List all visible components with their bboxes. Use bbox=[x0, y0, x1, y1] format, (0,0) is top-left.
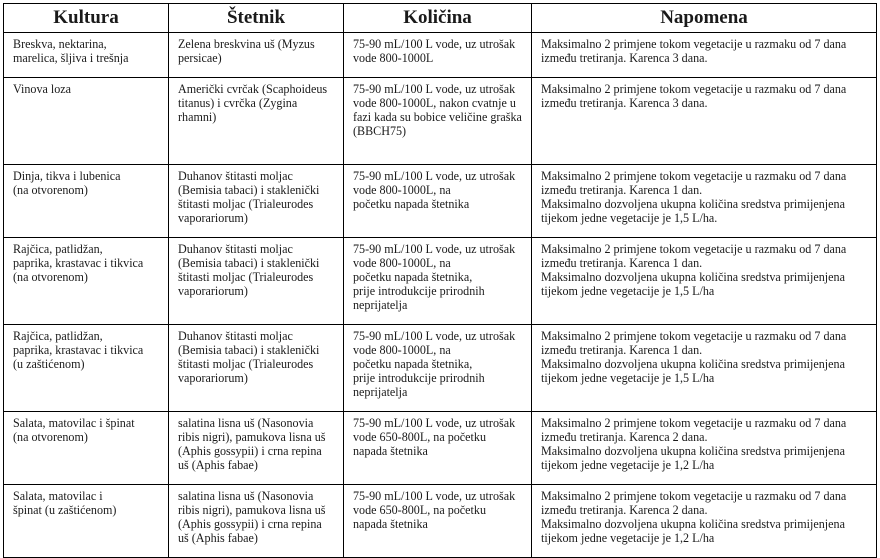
cell-text: 75-90 mL/100 L vode, uz utrošak vode 800-1000L, na početku napada štetnika, prije introdukcije prirodnih neprijatelja bbox=[353, 242, 516, 312]
header-stetnik: Štetnik bbox=[169, 4, 344, 33]
table-row bbox=[4, 412, 877, 485]
cell-text: Rajčica, patlidžan, paprika, krastavac i tikvica (u zaštićenom) bbox=[13, 329, 144, 371]
cell-napomena bbox=[532, 78, 877, 165]
cell-text: salatina lisna uš (Nasonovia ribis nigri), pamukova lisna uš (Aphis gossypii) i crna repina uš (Aphis fabae) bbox=[178, 416, 326, 472]
table-row bbox=[4, 78, 877, 165]
cell-text: 75-90 mL/100 L vode, uz utrošak vode 650-800L, na početku napada štetnika bbox=[353, 416, 516, 458]
cell-stetnik bbox=[169, 325, 344, 412]
header-kultura: Kultura bbox=[4, 4, 169, 33]
cell-text: Rajčica, patlidžan, paprika, krastavac i tikvica (na otvorenom) bbox=[13, 242, 144, 284]
cell-text: Maksimalno 2 primjene tokom vegetacije u razmaku od 7 dana između tretiranja. Karenca 2 dana. Maksimalno dozvoljena ukupna količina sredstva primijenjena tijekom jedne vegetacije je 1,2 L/ha bbox=[541, 416, 847, 472]
cell-text: Breskva, nektarina, marelica, šljiva i trešnja bbox=[13, 37, 129, 65]
cell-kolicina bbox=[344, 78, 532, 165]
cell-text: 75-90 mL/100 L vode, uz utrošak vode 800-1000L, nakon cvatnje u fazi kada su bobice veličine graška (BBCH75) bbox=[353, 82, 522, 138]
header-row bbox=[4, 4, 877, 33]
cell-text: Salata, matovilac i špinat (na otvorenom) bbox=[13, 416, 135, 444]
cell-text: Maksimalno 2 primjene tokom vegetacije u razmaku od 7 dana između tretiranja. Karenca 3 dana. bbox=[541, 37, 847, 65]
cell-kolicina bbox=[344, 238, 532, 325]
cell-text: salatina lisna uš (Nasonovia ribis nigri), pamukova lisna uš (Aphis gossypii) i crna repina uš (Aphis fabae) bbox=[178, 489, 326, 545]
table-row bbox=[4, 325, 877, 412]
table-row bbox=[4, 165, 877, 238]
cell-kultura bbox=[4, 78, 169, 165]
cell-kolicina bbox=[344, 325, 532, 412]
cell-text: Duhanov štitasti moljac (Bemisia tabaci) i staklenički štitasti moljac (Trialeurodes vaporariorum) bbox=[178, 329, 320, 385]
cell-text: 75-90 mL/100 L vode, uz utrošak vode 650-800L, na početku napada štetnika bbox=[353, 489, 516, 531]
cell-kultura bbox=[4, 412, 169, 485]
cell-kultura bbox=[4, 165, 169, 238]
cell-text: Maksimalno 2 primjene tokom vegetacije u razmaku od 7 dana između tretiranja. Karenca 1 dan. Maksimalno dozvoljena ukupna količina sredstva primijenjena tijekom jedne vegetacije je 1,5 L/ha bbox=[541, 242, 847, 298]
header-napomena: Napomena bbox=[532, 4, 877, 33]
cell-text: 75-90 mL/100 L vode, uz utrošak vode 800-1000L, na početku napada štetnika bbox=[353, 169, 516, 211]
document bbox=[3, 3, 877, 558]
cell-kultura bbox=[4, 33, 169, 78]
cell-text: Duhanov štitasti moljac (Bemisia tabaci) i staklenički štitasti moljac (Trialeurodes vaporariorum) bbox=[178, 169, 320, 225]
cell-napomena bbox=[532, 165, 877, 238]
cell-napomena bbox=[532, 325, 877, 412]
cell-stetnik bbox=[169, 165, 344, 238]
cell-napomena bbox=[532, 238, 877, 325]
cell-kolicina bbox=[344, 412, 532, 485]
cell-stetnik bbox=[169, 238, 344, 325]
pesticide-table bbox=[3, 3, 877, 558]
cell-kultura bbox=[4, 238, 169, 325]
cell-text: Duhanov štitasti moljac (Bemisia tabaci) i staklenički štitasti moljac (Trialeurodes vaporariorum) bbox=[178, 242, 320, 298]
cell-napomena bbox=[532, 33, 877, 78]
cell-text: Vinova loza bbox=[13, 82, 72, 96]
cell-napomena bbox=[532, 412, 877, 485]
cell-text: Maksimalno 2 primjene tokom vegetacije u razmaku od 7 dana između tretiranja. Karenca 3 dana. bbox=[541, 82, 847, 110]
cell-kolicina bbox=[344, 165, 532, 238]
cell-text: Maksimalno 2 primjene tokom vegetacije u razmaku od 7 dana između tretiranja. Karenca 1 dan. Maksimalno dozvoljena ukupna količina sredstva primijenjena tijekom jedne vegetacije je 1,5 L/ha. bbox=[541, 169, 847, 225]
table-row bbox=[4, 33, 877, 78]
cell-stetnik bbox=[169, 33, 344, 78]
cell-text: Salata, matovilac i špinat (u zaštićenom) bbox=[13, 489, 117, 517]
cell-text: 75-90 mL/100 L vode, uz utrošak vode 800-1000L bbox=[353, 37, 516, 65]
cell-stetnik bbox=[169, 78, 344, 165]
cell-text: Maksimalno 2 primjene tokom vegetacije u razmaku od 7 dana između tretiranja. Karenca 2 dana. Maksimalno dozvoljena ukupna količina sredstva primijenjena tijekom jedne vegetacije je 1,2 L/ha bbox=[541, 489, 847, 545]
cell-text: Dinja, tikva i lubenica (na otvorenom) bbox=[13, 169, 121, 197]
cell-stetnik bbox=[169, 412, 344, 485]
table-row bbox=[4, 238, 877, 325]
cell-text: Maksimalno 2 primjene tokom vegetacije u razmaku od 7 dana između tretiranja. Karenca 1 dan. Maksimalno dozvoljena ukupna količina sredstva primijenjena tijekom jedne vegetacije je 1,5 L/ha bbox=[541, 329, 847, 385]
cell-kolicina bbox=[344, 33, 532, 78]
cell-kultura bbox=[4, 325, 169, 412]
cell-text: 75-90 mL/100 L vode, uz utrošak vode 800-1000L, na početku napada štetnika, prije introdukcije prirodnih neprijatelja bbox=[353, 329, 516, 399]
cell-text: Američki cvrčak (Scaphoideus titanus) i cvrčka (Zygina rhamni) bbox=[178, 82, 328, 124]
cell-text: Zelena breskvina uš (Myzus persicae) bbox=[178, 37, 315, 65]
header-kolicina: Količina bbox=[344, 4, 532, 33]
